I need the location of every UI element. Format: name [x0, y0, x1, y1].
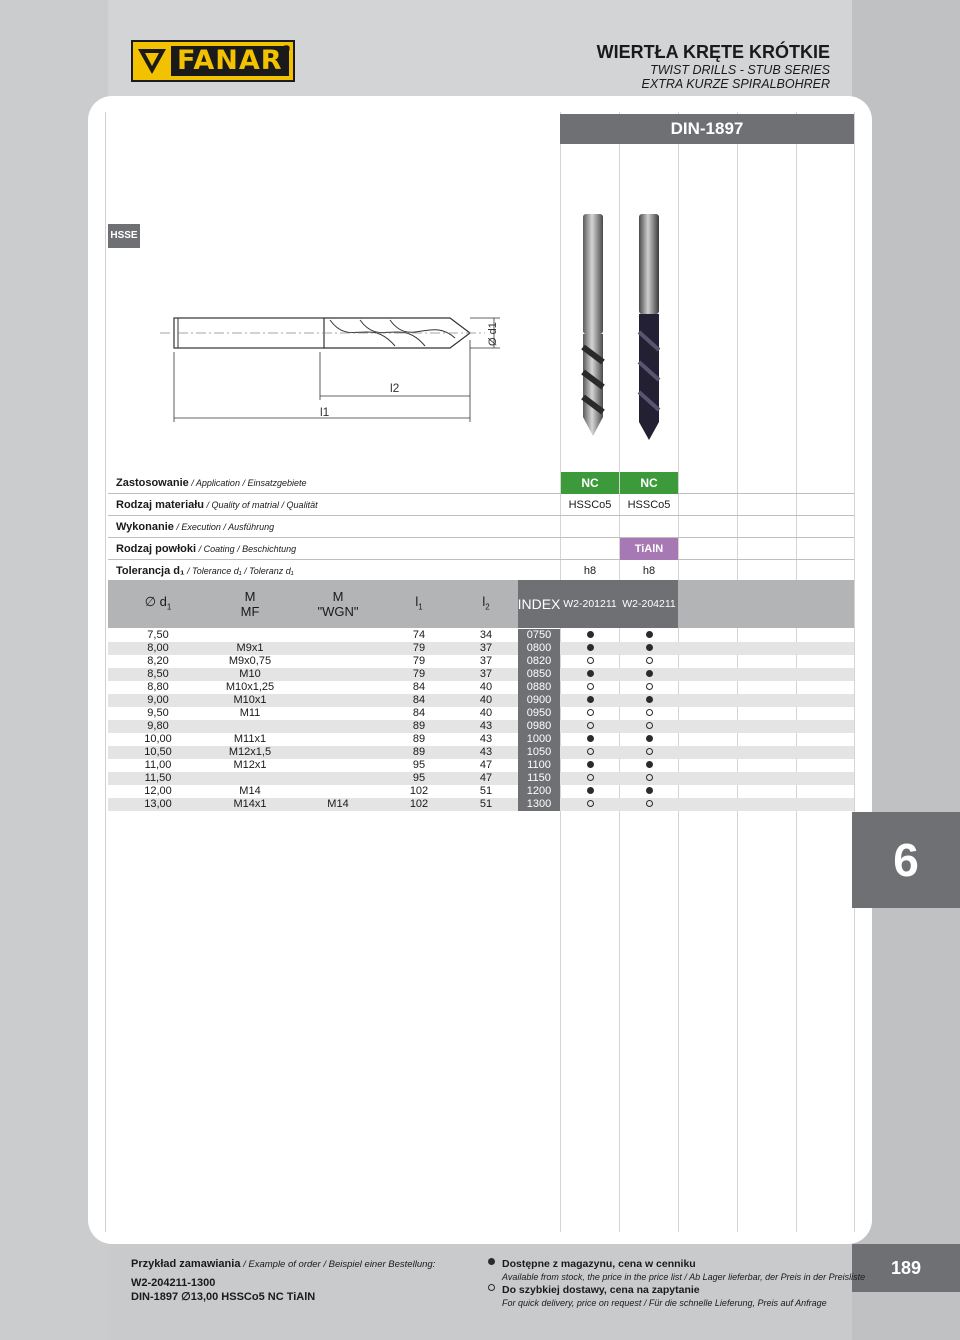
cell-mf: M12x1,5: [228, 746, 272, 758]
cell-wgn: [292, 746, 384, 759]
cell-d1: 10,50: [144, 746, 172, 758]
col-mf: M MF: [240, 589, 260, 619]
label-l2: l2: [390, 381, 400, 395]
availability-cell: [560, 642, 620, 655]
cell-index: 0880: [518, 681, 560, 694]
cell-l1: 95: [412, 759, 426, 771]
availability-cell: [560, 681, 620, 694]
spec-coating-tialn: TiAlN: [620, 538, 678, 560]
grid-line: [854, 112, 855, 1232]
cell-l1: 95: [412, 772, 426, 784]
cell-index: 0850: [518, 668, 560, 681]
cell-mf: M10x1: [233, 694, 267, 706]
cell-l2: 37: [479, 655, 493, 667]
cell-d1: 7,50: [147, 629, 169, 641]
table-row: [108, 720, 854, 733]
title-block: [597, 42, 830, 91]
spec-tolerance: Tolerancja d₁ / Tolerance d₁ / Toleranz d₁ h8 h8: [108, 560, 854, 582]
cell-d1: 9,80: [147, 720, 169, 732]
open-dot-icon: [646, 709, 653, 716]
cell-wgn: [292, 629, 384, 642]
cell-l1: 79: [412, 655, 426, 667]
material-tag: HSSE: [108, 224, 140, 248]
cell-wgn: [292, 720, 384, 733]
availability-cell: [620, 746, 678, 759]
availability-cell: [560, 798, 620, 811]
cell-index: 1200: [518, 785, 560, 798]
cell-index: 0800: [518, 642, 560, 655]
filled-dot-icon: [587, 735, 594, 742]
table-row: [108, 681, 854, 694]
cell-wgn: [292, 655, 384, 668]
cell-d1: 10,00: [144, 733, 172, 745]
availability-legend: [488, 1258, 865, 1310]
availability-cell: [560, 772, 620, 785]
cell-mf: M12x1: [233, 759, 267, 771]
filled-dot-icon: [646, 631, 653, 638]
cell-l1: 84: [412, 694, 426, 706]
open-dot-icon: [646, 774, 653, 781]
spec-value-nc-1: NC: [561, 472, 619, 494]
open-dot-icon: [646, 800, 653, 807]
cell-wgn: [292, 694, 384, 707]
open-dot-icon: [587, 800, 594, 807]
cell-wgn: [292, 733, 384, 746]
cell-l2: 43: [479, 746, 493, 758]
availability-cell: [620, 733, 678, 746]
availability-cell: [560, 733, 620, 746]
filled-dot-icon: [646, 696, 653, 703]
cell-wgn: [292, 681, 384, 694]
cell-d1: 8,50: [147, 668, 169, 680]
section-number: 6: [852, 812, 960, 908]
cell-l2: 40: [479, 694, 493, 706]
cell-l1: 102: [409, 798, 429, 810]
spec-material-2: HSSCo5: [627, 499, 671, 511]
cell-mf: M11x1: [233, 733, 267, 745]
open-dot-icon: [587, 748, 594, 755]
din-standard-header: DIN-1897: [560, 114, 854, 144]
filled-dot-icon: [587, 787, 594, 794]
col-code-2: W2-204211: [620, 580, 678, 628]
open-dot-icon: [646, 722, 653, 729]
order-example: Przykład zamawiania / Example of order / Beispiel einer Bestellung: W2-204211-1300 DIN-1897 ∅13,00 HSSCo5 NC TiAlN: [131, 1258, 436, 1303]
table-header: [108, 580, 854, 628]
cell-mf: M11: [239, 707, 261, 719]
availability-cell: [620, 785, 678, 798]
table-row: [108, 655, 854, 668]
open-dot-icon: [587, 709, 594, 716]
label-l1: l1: [320, 405, 330, 419]
table-row: [108, 694, 854, 707]
spec-material-1: HSSCo5: [568, 499, 612, 511]
table-row: [108, 629, 854, 642]
cell-wgn: [292, 772, 384, 785]
cell-wgn: [292, 759, 384, 772]
availability-cell: [560, 759, 620, 772]
cell-l1: 74: [412, 629, 426, 641]
subtitle-de: EXTRA KURZE SPIRALBOHRER: [641, 77, 830, 91]
availability-cell: [560, 746, 620, 759]
filled-dot-icon: [646, 761, 653, 768]
filled-dot-icon: [646, 787, 653, 794]
page-number: 189: [852, 1244, 960, 1292]
availability-cell: [620, 720, 678, 733]
availability-cell: [620, 681, 678, 694]
cell-wgn: [292, 668, 384, 681]
cell-l2: 37: [479, 668, 493, 680]
col-l2: $l_2$: [482, 593, 490, 612]
cell-l2: 34: [479, 629, 493, 641]
cell-l2: 43: [479, 720, 493, 732]
drill-photo-tialn: [632, 212, 666, 442]
availability-cell: [620, 707, 678, 720]
table-row: [108, 746, 854, 759]
cell-l1: 79: [412, 642, 426, 654]
order-code: W2-204211-1300: [131, 1277, 216, 1289]
filled-dot-icon: [646, 670, 653, 677]
cell-l1: 89: [412, 720, 426, 732]
cell-index: 0750: [518, 629, 560, 642]
cell-l2: 51: [479, 785, 493, 797]
cell-l1: 84: [412, 707, 426, 719]
cell-l2: 40: [479, 707, 493, 719]
legend-quick-delivery: Do szybkiej dostawy, cena na zapytanie For quick delivery, price on request / Für die schnelle Lieferung, Preis auf Anfrage: [488, 1284, 865, 1310]
cell-l1: 102: [409, 785, 429, 797]
cell-index: 0950: [518, 707, 560, 720]
filled-dot-icon: [587, 761, 594, 768]
cell-d1: 8,20: [147, 655, 169, 667]
spec-execution: Wykonanie / Execution / Ausführung: [108, 516, 854, 538]
cell-wgn: [292, 642, 384, 655]
cell-index: 0900: [518, 694, 560, 707]
drill-photo-uncoated: [575, 212, 609, 438]
table-row: [108, 759, 854, 772]
table-row: [108, 772, 854, 785]
availability-cell: [620, 798, 678, 811]
cell-index: 0980: [518, 720, 560, 733]
cell-mf: [208, 720, 292, 733]
open-dot-icon: [488, 1284, 495, 1291]
cell-d1: 9,50: [147, 707, 169, 719]
cell-l1: 89: [412, 746, 426, 758]
cell-l2: 43: [479, 733, 493, 745]
availability-cell: [560, 629, 620, 642]
spec-application: Zastosowanie / Application / Einsatzgebiete NC NC: [108, 472, 854, 494]
filled-dot-icon: [587, 696, 594, 703]
availability-cell: [620, 759, 678, 772]
cell-d1: 12,00: [144, 785, 172, 797]
filled-dot-icon: [587, 644, 594, 651]
cell-wgn: [292, 785, 384, 798]
cell-mf: M14: [239, 785, 261, 797]
open-dot-icon: [646, 657, 653, 664]
cell-wgn: M14: [327, 798, 349, 810]
availability-cell: [560, 785, 620, 798]
availability-cell: [620, 642, 678, 655]
availability-cell: [620, 772, 678, 785]
spec-material: Rodzaj materiału / Quality of matrial / Qualität HSSCo5 HSSCo5: [108, 494, 854, 516]
cell-d1: 11,00: [144, 759, 172, 771]
availability-cell: [620, 668, 678, 681]
cell-index: 1000: [518, 733, 560, 746]
subtitle-en: TWIST DRILLS - STUB SERIES: [650, 63, 830, 77]
cell-mf: M9x1: [236, 642, 264, 654]
cell-wgn: [292, 707, 384, 720]
spec-tolerance-1: h8: [583, 565, 597, 577]
availability-cell: [560, 655, 620, 668]
spec-tolerance-2: h8: [642, 565, 656, 577]
availability-cell: [620, 694, 678, 707]
cell-l2: 47: [479, 772, 493, 784]
drill-technical-drawing: [160, 300, 510, 425]
cell-mf: M9x0,75: [228, 655, 272, 667]
order-description: DIN-1897 ∅13,00 HSSCo5 NC TiAlN: [131, 1291, 316, 1303]
logo-registered: ®: [282, 44, 290, 55]
logo-text: FANAR: [171, 46, 289, 76]
logo-v-icon: [133, 42, 171, 80]
cell-l2: 37: [479, 642, 493, 654]
open-dot-icon: [587, 722, 594, 729]
availability-cell: [560, 694, 620, 707]
cell-l1: 89: [412, 733, 426, 745]
cell-l1: 84: [412, 681, 426, 693]
availability-cell: [560, 668, 620, 681]
cell-mf: M10: [239, 668, 261, 680]
filled-dot-icon: [646, 735, 653, 742]
filled-dot-icon: [488, 1258, 495, 1265]
cell-mf: [208, 629, 292, 642]
col-d1: ∅ $d_1$: [144, 593, 172, 612]
table-row: [108, 668, 854, 681]
col-code-1: W2-201211: [560, 580, 620, 628]
col-wgn: M "WGN": [317, 589, 359, 619]
fanar-logo: [131, 40, 295, 82]
availability-cell: [560, 720, 620, 733]
cell-l1: 79: [412, 668, 426, 680]
availability-cell: [620, 655, 678, 668]
cell-d1: 11,50: [144, 772, 172, 784]
cell-index: 1300: [518, 798, 560, 811]
cell-d1: 8,00: [147, 642, 169, 654]
spec-value-nc-2: NC: [620, 472, 678, 494]
table-row: [108, 785, 854, 798]
legend-in-stock: Dostępne z magazynu, cena w cenniku Available from stock, the price in the price list / Ab Lager lieferbar, der Preis in der Preisliste: [488, 1258, 865, 1284]
open-dot-icon: [646, 748, 653, 755]
label-d1: Ø d1: [487, 322, 499, 346]
col-index: INDEX: [518, 580, 560, 628]
cell-index: 0820: [518, 655, 560, 668]
cell-index: 1100: [518, 759, 560, 772]
cell-d1: 13,00: [144, 798, 172, 810]
col-l1: $l_1$: [415, 593, 423, 612]
availability-cell: [620, 629, 678, 642]
open-dot-icon: [587, 657, 594, 664]
cell-d1: 9,00: [147, 694, 169, 706]
cell-mf: M10x1,25: [225, 681, 275, 693]
cell-index: 1150: [518, 772, 560, 785]
filled-dot-icon: [646, 644, 653, 651]
availability-cell: [560, 707, 620, 720]
open-dot-icon: [587, 683, 594, 690]
cell-l2: 40: [479, 681, 493, 693]
cell-l2: 51: [479, 798, 493, 810]
cell-mf: M14x1: [233, 798, 267, 810]
open-dot-icon: [646, 683, 653, 690]
cell-d1: 8,80: [147, 681, 169, 693]
cell-mf: [208, 772, 292, 785]
filled-dot-icon: [587, 670, 594, 677]
open-dot-icon: [587, 774, 594, 781]
spec-coating: Rodzaj powłoki / Coating / Beschichtung TiAlN: [108, 538, 854, 560]
table-row: [108, 798, 854, 811]
cell-l2: 47: [479, 759, 493, 771]
table-row: [108, 642, 854, 655]
page-title: WIERTŁA KRĘTE KRÓTKIE: [596, 42, 830, 62]
cell-index: 1050: [518, 746, 560, 759]
table-row: [108, 733, 854, 746]
filled-dot-icon: [587, 631, 594, 638]
table-row: [108, 707, 854, 720]
